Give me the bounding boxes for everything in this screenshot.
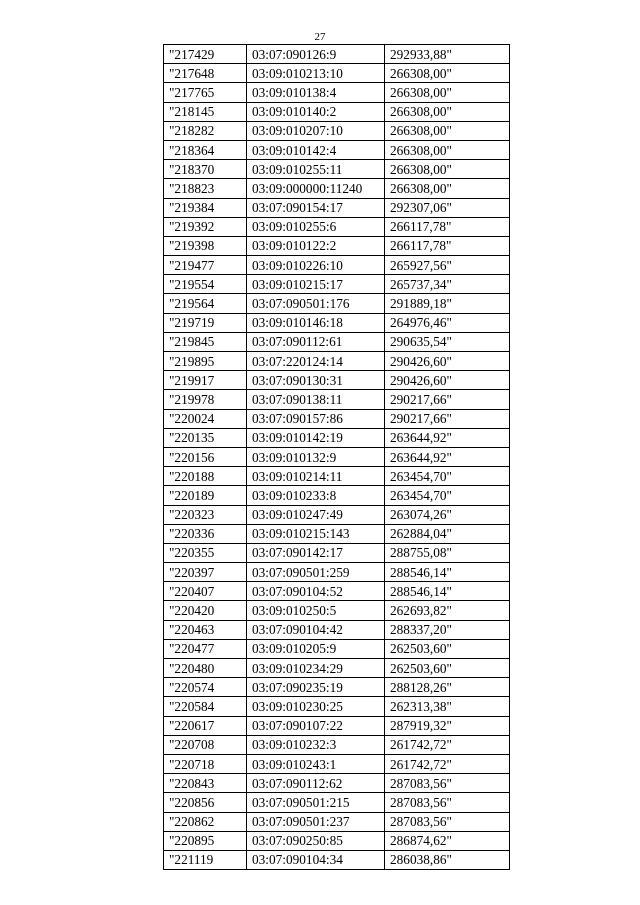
record-number-cell: "220617: [164, 716, 247, 735]
record-number-cell: "220463: [164, 620, 247, 639]
record-number-cell: "217648: [164, 64, 247, 83]
table-body: [164, 45, 510, 870]
record-number-cell: "218145: [164, 102, 247, 121]
amount-cell: 288755,08": [385, 543, 510, 562]
record-number-cell: "219895: [164, 352, 247, 371]
amount-cell: 288546,14": [385, 582, 510, 601]
cadastral-number-cell: 03:09:000000:11240: [247, 179, 385, 198]
amount-cell: 263454,70": [385, 486, 510, 505]
table-row: [164, 467, 510, 486]
table-row: [164, 543, 510, 562]
cadastral-number-cell: 03:07:090235:19: [247, 678, 385, 697]
amount-cell: 287083,56": [385, 774, 510, 793]
cadastral-number-cell: 03:07:090501:237: [247, 812, 385, 831]
record-number-cell: "220895: [164, 831, 247, 850]
table-row: [164, 352, 510, 371]
table-row: [164, 505, 510, 524]
amount-cell: 264976,46": [385, 313, 510, 332]
amount-cell: 266308,00": [385, 140, 510, 159]
amount-cell: 287919,32": [385, 716, 510, 735]
cadastral-number-cell: 03:07:090112:61: [247, 332, 385, 351]
record-number-cell: "220407: [164, 582, 247, 601]
record-number-cell: "220584: [164, 697, 247, 716]
cadastral-number-cell: 03:09:010215:17: [247, 275, 385, 294]
table-row: [164, 83, 510, 102]
record-number-cell: "217429: [164, 45, 247, 64]
cadastral-number-cell: 03:07:090138:11: [247, 390, 385, 409]
amount-cell: 292307,06": [385, 198, 510, 217]
cadastral-number-cell: 03:07:090126:9: [247, 45, 385, 64]
record-number-cell: "218364: [164, 140, 247, 159]
cadastral-number-cell: 03:07:090157:86: [247, 409, 385, 428]
record-number-cell: "220718: [164, 754, 247, 773]
cadastral-number-cell: 03:09:010142:4: [247, 140, 385, 159]
table-row: [164, 659, 510, 678]
record-number-cell: "220477: [164, 639, 247, 658]
record-number-cell: "218370: [164, 160, 247, 179]
amount-cell: 290635,54": [385, 332, 510, 351]
table-row: [164, 447, 510, 466]
record-number-cell: "220480: [164, 659, 247, 678]
record-number-cell: "219719: [164, 313, 247, 332]
record-number-cell: "219845: [164, 332, 247, 351]
table-row: [164, 332, 510, 351]
table-row: [164, 198, 510, 217]
amount-cell: 266308,00": [385, 83, 510, 102]
cadastral-number-cell: 03:09:010122:2: [247, 236, 385, 255]
record-number-cell: "220189: [164, 486, 247, 505]
record-number-cell: "220708: [164, 735, 247, 754]
record-number-cell: "220420: [164, 601, 247, 620]
record-number-cell: "220336: [164, 524, 247, 543]
table-row: [164, 313, 510, 332]
record-number-cell: "220156: [164, 447, 247, 466]
table-row: [164, 45, 510, 64]
record-number-cell: "219398: [164, 236, 247, 255]
amount-cell: 262503,60": [385, 659, 510, 678]
table-row: [164, 140, 510, 159]
data-table: [163, 44, 510, 870]
record-number-cell: "218282: [164, 121, 247, 140]
table-row: [164, 409, 510, 428]
cadastral-number-cell: 03:07:090501:176: [247, 294, 385, 313]
amount-cell: 265927,56": [385, 256, 510, 275]
cadastral-number-cell: 03:07:090250:85: [247, 831, 385, 850]
cadastral-number-cell: 03:09:010140:2: [247, 102, 385, 121]
amount-cell: 288128,26": [385, 678, 510, 697]
amount-cell: 266308,00": [385, 160, 510, 179]
record-number-cell: "219978: [164, 390, 247, 409]
cadastral-number-cell: 03:09:010146:18: [247, 313, 385, 332]
amount-cell: 266308,00": [385, 102, 510, 121]
record-number-cell: "219392: [164, 217, 247, 236]
amount-cell: 265737,34": [385, 275, 510, 294]
amount-cell: 262503,60": [385, 639, 510, 658]
record-number-cell: "219554: [164, 275, 247, 294]
cadastral-number-cell: 03:09:010215:143: [247, 524, 385, 543]
page-number: 27: [314, 31, 326, 43]
table-row: [164, 735, 510, 754]
table-row: [164, 102, 510, 121]
cadastral-number-cell: 03:09:010243:1: [247, 754, 385, 773]
amount-cell: 291889,18": [385, 294, 510, 313]
cadastral-number-cell: 03:09:010230:25: [247, 697, 385, 716]
table-row: [164, 793, 510, 812]
amount-cell: 287083,56": [385, 793, 510, 812]
table-row: [164, 716, 510, 735]
table-row: [164, 179, 510, 198]
record-number-cell: "220355: [164, 543, 247, 562]
cadastral-number-cell: 03:07:090501:215: [247, 793, 385, 812]
table-row: [164, 217, 510, 236]
amount-cell: 290217,66": [385, 390, 510, 409]
table-row: [164, 678, 510, 697]
cadastral-number-cell: 03:07:090107:22: [247, 716, 385, 735]
table-row: [164, 390, 510, 409]
amount-cell: 288546,14": [385, 563, 510, 582]
record-number-cell: "220323: [164, 505, 247, 524]
amount-cell: 288337,20": [385, 620, 510, 639]
table-row: [164, 371, 510, 390]
table-row: [164, 850, 510, 869]
cadastral-number-cell: 03:07:090142:17: [247, 543, 385, 562]
cadastral-number-cell: 03:09:010232:3: [247, 735, 385, 754]
cadastral-number-cell: 03:09:010138:4: [247, 83, 385, 102]
cadastral-number-cell: 03:09:010250:5: [247, 601, 385, 620]
table-row: [164, 812, 510, 831]
cadastral-number-cell: 03:09:010247:49: [247, 505, 385, 524]
cadastral-number-cell: 03:09:010234:29: [247, 659, 385, 678]
cadastral-number-cell: 03:09:010207:10: [247, 121, 385, 140]
cadastral-number-cell: 03:07:090104:42: [247, 620, 385, 639]
amount-cell: 262693,82": [385, 601, 510, 620]
record-number-cell: "219564: [164, 294, 247, 313]
amount-cell: 290426,60": [385, 371, 510, 390]
table-row: [164, 256, 510, 275]
cadastral-number-cell: 03:09:010255:11: [247, 160, 385, 179]
cadastral-number-cell: 03:07:090501:259: [247, 563, 385, 582]
table-row: [164, 64, 510, 83]
cadastral-number-cell: 03:07:090112:62: [247, 774, 385, 793]
cadastral-number-cell: 03:09:010255:6: [247, 217, 385, 236]
amount-cell: 263454,70": [385, 467, 510, 486]
record-number-cell: "217765: [164, 83, 247, 102]
record-number-cell: "220574: [164, 678, 247, 697]
amount-cell: 286038,86": [385, 850, 510, 869]
cadastral-number-cell: 03:07:220124:14: [247, 352, 385, 371]
record-number-cell: "219477: [164, 256, 247, 275]
amount-cell: 290217,66": [385, 409, 510, 428]
table-row: [164, 754, 510, 773]
cadastral-number-cell: 03:09:010142:19: [247, 428, 385, 447]
amount-cell: 266308,00": [385, 64, 510, 83]
table-row: [164, 582, 510, 601]
cadastral-number-cell: 03:09:010132:9: [247, 447, 385, 466]
cadastral-number-cell: 03:09:010213:10: [247, 64, 385, 83]
table-row: [164, 620, 510, 639]
cadastral-number-cell: 03:09:010233:8: [247, 486, 385, 505]
table-row: [164, 275, 510, 294]
record-number-cell: "220397: [164, 563, 247, 582]
amount-cell: 290426,60": [385, 352, 510, 371]
cadastral-number-cell: 03:09:010214:11: [247, 467, 385, 486]
cadastral-number-cell: 03:09:010226:10: [247, 256, 385, 275]
cadastral-number-cell: 03:07:090130:31: [247, 371, 385, 390]
table-row: [164, 486, 510, 505]
amount-cell: 287083,56": [385, 812, 510, 831]
table-row: [164, 294, 510, 313]
record-number-cell: "220843: [164, 774, 247, 793]
table-row: [164, 697, 510, 716]
table-row: [164, 524, 510, 543]
amount-cell: 266117,78": [385, 236, 510, 255]
amount-cell: 262884,04": [385, 524, 510, 543]
record-number-cell: "220188: [164, 467, 247, 486]
amount-cell: 266308,00": [385, 121, 510, 140]
amount-cell: 266308,00": [385, 179, 510, 198]
table-row: [164, 428, 510, 447]
record-number-cell: "219384: [164, 198, 247, 217]
amount-cell: 261742,72": [385, 735, 510, 754]
amount-cell: 286874,62": [385, 831, 510, 850]
table-row: [164, 601, 510, 620]
cadastral-number-cell: 03:07:090104:34: [247, 850, 385, 869]
table-row: [164, 831, 510, 850]
record-number-cell: "220856: [164, 793, 247, 812]
amount-cell: 262313,38": [385, 697, 510, 716]
table-row: [164, 639, 510, 658]
record-number-cell: "219917: [164, 371, 247, 390]
amount-cell: 263644,92": [385, 428, 510, 447]
amount-cell: 292933,88": [385, 45, 510, 64]
cadastral-number-cell: 03:07:090154:17: [247, 198, 385, 217]
cadastral-number-cell: 03:07:090104:52: [247, 582, 385, 601]
record-number-cell: "220024: [164, 409, 247, 428]
record-number-cell: "220135: [164, 428, 247, 447]
table-row: [164, 774, 510, 793]
table-row: [164, 160, 510, 179]
amount-cell: 266117,78": [385, 217, 510, 236]
table-row: [164, 236, 510, 255]
record-number-cell: "221119: [164, 850, 247, 869]
cadastral-number-cell: 03:09:010205:9: [247, 639, 385, 658]
table-row: [164, 563, 510, 582]
record-number-cell: "218823: [164, 179, 247, 198]
table-row: [164, 121, 510, 140]
amount-cell: 261742,72": [385, 754, 510, 773]
record-number-cell: "220862: [164, 812, 247, 831]
amount-cell: 263074,26": [385, 505, 510, 524]
amount-cell: 263644,92": [385, 447, 510, 466]
